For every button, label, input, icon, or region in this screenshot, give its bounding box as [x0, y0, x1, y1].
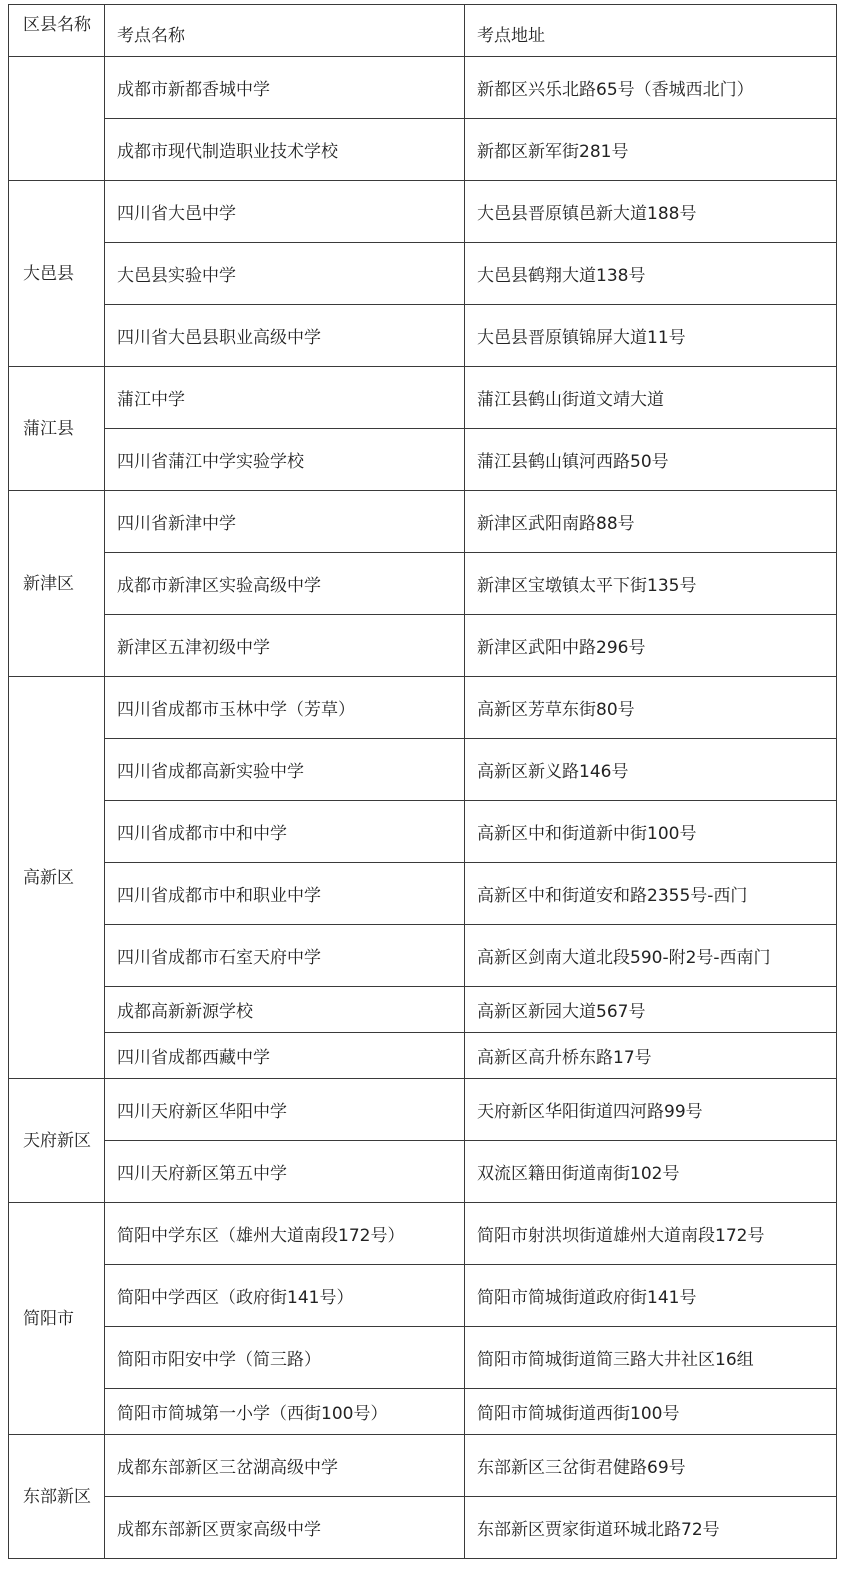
site-name-cell: 四川省大邑县职业高级中学 — [105, 305, 465, 367]
table-row — [9, 1497, 837, 1559]
site-address-cell: 大邑县鹤翔大道138号 — [465, 243, 837, 305]
table-row — [9, 677, 837, 739]
district-cell — [9, 491, 105, 677]
site-address-cell: 大邑县晋原镇锦屏大道11号 — [465, 305, 837, 367]
site-name-cell: 简阳中学东区（雄州大道南段172号） — [105, 1203, 465, 1265]
table-row — [9, 1327, 837, 1389]
site-name-cell: 成都高新新源学校 — [105, 987, 465, 1033]
header-district: 区县名称 — [9, 5, 105, 57]
site-address-cell: 简阳市射洪坝街道雄州大道南段172号 — [465, 1203, 837, 1265]
site-name-cell: 成都东部新区三岔湖高级中学 — [105, 1435, 465, 1497]
district-cell — [9, 1079, 105, 1203]
table-row — [9, 119, 837, 181]
site-address-cell: 简阳市简城街道简三路大井社区16组 — [465, 1327, 837, 1389]
site-name-cell: 四川省成都市中和职业中学 — [105, 863, 465, 925]
site-address-cell: 简阳市简城街道西街100号 — [465, 1389, 837, 1435]
site-address-cell: 高新区新园大道567号 — [465, 987, 837, 1033]
header-site-name: 考点名称 — [105, 5, 465, 57]
table-row — [9, 491, 837, 553]
table-row — [9, 1265, 837, 1327]
site-address-cell: 新津区武阳中路296号 — [465, 615, 837, 677]
table-row — [9, 181, 837, 243]
site-address-cell: 高新区芳草东街80号 — [465, 677, 837, 739]
table-row — [9, 987, 837, 1033]
site-name-cell: 简阳中学西区（政府街141号） — [105, 1265, 465, 1327]
site-name-cell: 四川省新津中学 — [105, 491, 465, 553]
district-cell — [9, 1435, 105, 1559]
site-address-cell: 高新区中和街道安和路2355号-西门 — [465, 863, 837, 925]
table-row — [9, 1141, 837, 1203]
header-site-address: 考点地址 — [465, 5, 837, 57]
site-name-cell: 成都东部新区贾家高级中学 — [105, 1497, 465, 1559]
site-address-cell: 新津区宝墩镇太平下街135号 — [465, 553, 837, 615]
table-row — [9, 863, 837, 925]
district-label: 简阳市 — [23, 1308, 74, 1329]
site-address-cell: 高新区新义路146号 — [465, 739, 837, 801]
site-name-cell: 蒲江中学 — [105, 367, 465, 429]
table-row — [9, 553, 837, 615]
site-name-cell: 四川省成都高新实验中学 — [105, 739, 465, 801]
site-name-cell: 四川天府新区第五中学 — [105, 1141, 465, 1203]
table-row — [9, 1435, 837, 1497]
site-address-cell: 蒲江县鹤山街道文靖大道 — [465, 367, 837, 429]
exam-site-table — [8, 4, 837, 1559]
district-label: 高新区 — [23, 867, 74, 888]
site-address-cell: 新都区兴乐北路65号（香城西北门） — [465, 57, 837, 119]
district-label: 大邑县 — [23, 263, 74, 284]
site-name-cell: 四川省成都西藏中学 — [105, 1033, 465, 1079]
site-name-cell: 四川省成都市玉林中学（芳草） — [105, 677, 465, 739]
site-name-cell: 简阳市阳安中学（简三路） — [105, 1327, 465, 1389]
site-address-cell: 大邑县晋原镇邑新大道188号 — [465, 181, 837, 243]
site-address-cell: 高新区中和街道新中街100号 — [465, 801, 837, 863]
site-name-cell: 四川省蒲江中学实验学校 — [105, 429, 465, 491]
site-address-cell: 高新区剑南大道北段590-附2号-西南门 — [465, 925, 837, 987]
site-name-cell: 四川省大邑中学 — [105, 181, 465, 243]
site-name-cell: 四川省成都市石室天府中学 — [105, 925, 465, 987]
table-row — [9, 1203, 837, 1265]
table-row — [9, 429, 837, 491]
site-name-cell: 成都市现代制造职业技术学校 — [105, 119, 465, 181]
table-row — [9, 615, 837, 677]
exam-site-table-wrapper — [8, 4, 837, 1559]
site-address-cell: 高新区高升桥东路17号 — [465, 1033, 837, 1079]
table-row — [9, 1079, 837, 1141]
table-row — [9, 1033, 837, 1079]
site-name-cell: 大邑县实验中学 — [105, 243, 465, 305]
site-address-cell: 简阳市简城街道政府街141号 — [465, 1265, 837, 1327]
district-cell — [9, 367, 105, 491]
district-label: 新津区 — [23, 573, 74, 594]
district-cell — [9, 57, 105, 181]
table-row — [9, 367, 837, 429]
district-label: 天府新区 — [23, 1130, 91, 1151]
table-row — [9, 1389, 837, 1435]
site-name-cell: 成都市新都香城中学 — [105, 57, 465, 119]
site-address-cell: 东部新区贾家街道环城北路72号 — [465, 1497, 837, 1559]
site-address-cell: 新津区武阳南路88号 — [465, 491, 837, 553]
site-address-cell: 东部新区三岔街君健路69号 — [465, 1435, 837, 1497]
site-name-cell: 简阳市简城第一小学（西街100号） — [105, 1389, 465, 1435]
table-body — [9, 57, 837, 1559]
site-address-cell: 蒲江县鹤山镇河西路50号 — [465, 429, 837, 491]
district-label: 蒲江县 — [23, 418, 74, 439]
site-name-cell: 新津区五津初级中学 — [105, 615, 465, 677]
table-row — [9, 925, 837, 987]
site-address-cell: 双流区籍田街道南街102号 — [465, 1141, 837, 1203]
district-label: 东部新区 — [23, 1486, 91, 1507]
district-cell — [9, 677, 105, 1079]
site-name-cell: 成都市新津区实验高级中学 — [105, 553, 465, 615]
site-name-cell: 四川天府新区华阳中学 — [105, 1079, 465, 1141]
district-cell — [9, 181, 105, 367]
district-cell — [9, 1203, 105, 1435]
table-row — [9, 739, 837, 801]
header-row — [9, 5, 837, 57]
table-row — [9, 243, 837, 305]
table-row — [9, 305, 837, 367]
site-name-cell: 四川省成都市中和中学 — [105, 801, 465, 863]
table-row — [9, 57, 837, 119]
table-row — [9, 801, 837, 863]
site-address-cell: 天府新区华阳街道四河路99号 — [465, 1079, 837, 1141]
site-address-cell: 新都区新军街281号 — [465, 119, 837, 181]
